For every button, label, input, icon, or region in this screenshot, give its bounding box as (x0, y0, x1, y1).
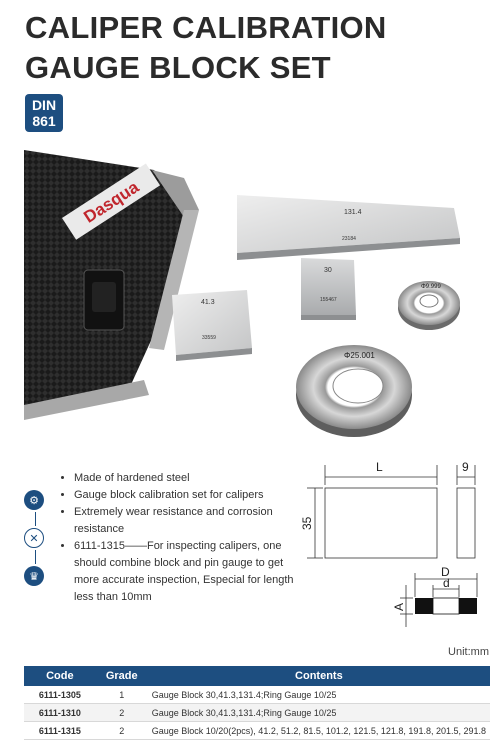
technical-drawing (295, 455, 495, 635)
block-label-1: 131.4 (344, 209, 362, 216)
spec-table (24, 666, 490, 740)
cell-grade: 2 (96, 704, 148, 722)
cell-code: 6111-1310 (24, 704, 96, 722)
block-serial-3: 33559 (202, 335, 216, 341)
cell-grade: 1 (96, 686, 148, 704)
dimension-A: A (392, 602, 406, 611)
table-row (24, 722, 490, 740)
unit-label: Unit:mm (448, 646, 489, 658)
cell-grade: 2 (96, 722, 148, 740)
carrying-case (24, 150, 199, 420)
table-row (24, 704, 490, 722)
tools-icon: ✕ (24, 528, 44, 548)
ring-gauge-10 (398, 281, 460, 330)
ring-gauge-25 (296, 345, 412, 437)
column-header-code: Code (24, 666, 96, 686)
trophy-icon: ♛ (24, 566, 44, 586)
feature-item: • Made of hardened steel (74, 470, 304, 487)
title-line-1: CALIPER CALIBRATION (25, 10, 387, 45)
block-label-2: 30 (324, 267, 332, 274)
cell-contents: Gauge Block 30,41.3,131.4;Ring Gauge 10/25 (148, 686, 490, 704)
ring-label-1: Φ9.999 (421, 284, 441, 290)
feature-list (60, 470, 304, 606)
dimension-d: d (443, 576, 450, 590)
table-row (24, 686, 490, 704)
product-photo (24, 150, 490, 450)
feature-item: • Gauge block calibration set for calipers (74, 487, 304, 504)
dimension-35: 35 (300, 516, 314, 530)
gauge-block-30 (301, 258, 356, 320)
din-badge (25, 94, 63, 132)
badge-line-2: 861 (32, 113, 56, 129)
block-label-3: 41.3 (201, 299, 215, 306)
dimension-D: D (441, 565, 450, 579)
column-header-contents: Contents (148, 666, 490, 686)
badge-line-1: DIN (31, 97, 57, 113)
block-serial-1: 23184 (342, 236, 356, 242)
icon-divider (35, 550, 36, 564)
dimension-9: 9 (462, 460, 469, 474)
ring-label-2: Φ25.001 (344, 351, 375, 360)
table-header-row (24, 666, 490, 686)
page-title (25, 8, 387, 88)
cell-contents: Gauge Block 10/20(2pcs), 41.2, 51.2, 81.5, 101.2, 121.5, 121.8, 191.8, 201.5, 291.8 (148, 722, 490, 740)
title-line-2: GAUGE BLOCK SET (25, 50, 331, 85)
gauge-block-41-3 (172, 290, 252, 361)
gauge-block-131-4 (237, 195, 460, 260)
cell-code: 6111-1305 (24, 686, 96, 704)
column-header-grade: Grade (96, 666, 148, 686)
block-serial-2: 155467 (320, 297, 337, 303)
gear-icon: ⚙ (24, 490, 44, 510)
icon-divider (35, 512, 36, 526)
brand-logo: Dasqua (80, 177, 143, 227)
feature-item: • Extremely wear resistance and corrosion resistance (74, 504, 304, 538)
cell-contents: Gauge Block 30,41.3,131.4;Ring Gauge 10/25 (148, 704, 490, 722)
dimension-L: L (376, 460, 383, 474)
cell-code: 6111-1315 (24, 722, 96, 740)
feature-item: • 6111-1315——For inspecting calipers, one should combine block and pin gauge to get more accurate inspection, Especial for length less than 10mm (74, 538, 304, 606)
feature-icons (24, 490, 46, 586)
